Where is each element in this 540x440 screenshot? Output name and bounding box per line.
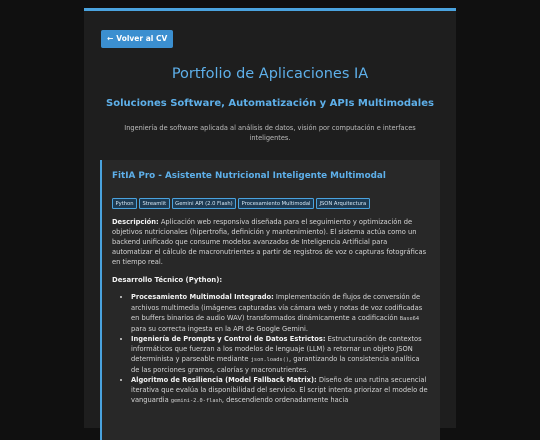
item-code: json.loads() bbox=[250, 357, 289, 364]
item-text: Diseño de una rutina secuencial iterativa que evalúa la disponibilidad del servicio. El script intenta priorizar el modelo de vanguardia bbox=[131, 376, 428, 405]
tech-tag: Gemini API (2.0 Flash) bbox=[172, 198, 236, 209]
list-item bbox=[131, 375, 428, 406]
tech-tag: Streamlit bbox=[139, 198, 170, 209]
item-code: gemini-2.0-flash bbox=[170, 398, 222, 405]
back-to-cv-button[interactable] bbox=[101, 30, 173, 48]
item-label: Ingeniería de Prompts y Control de Datos Estrictos: bbox=[131, 334, 326, 343]
page-title: Portfolio de Aplicaciones IA bbox=[171, 66, 369, 82]
project-title: FitIA Pro - Asistente Nutricional Inteligente Multimodal bbox=[112, 171, 386, 181]
item-text: Estructuración de contextos informáticos que fuerzan a los modelos de lenguaje (LLM) a retornar un objeto JSON determinista y parseable mediante bbox=[131, 334, 422, 364]
description-label: Descripción: bbox=[112, 218, 159, 226]
page-subtitle: Soluciones Software, Automatización y APIs Multimodales bbox=[106, 98, 434, 109]
tech-tags bbox=[112, 198, 428, 209]
item-text: , garantizando la consistencia analítica de las porciones gramos, calorías y macronutrientes. bbox=[131, 355, 420, 375]
tech-tag: Python bbox=[112, 198, 137, 209]
back-button-label: Volver al CV bbox=[116, 34, 168, 43]
tech-tag: JSON Arquitectura bbox=[316, 198, 370, 209]
item-label: Algoritmo de Resiliencia (Model Fallback Matrix): bbox=[131, 376, 317, 385]
portfolio-page bbox=[84, 8, 456, 428]
item-text: , descendiendo ordenadamente hacia bbox=[221, 396, 349, 405]
description-text: Aplicación web responsiva diseñada para el seguimiento y optimización de objetivos nutricionales (hipertrofia, definición y mantenimiento). El sistema actúa como un backend unificado que consume modelos avanzados de Inteligencia Artificial para automatizar el cálculo de macronutrientes a partir de registros de voz o capturas fotográficas en tiempo real. bbox=[112, 218, 427, 267]
list-item bbox=[131, 334, 428, 375]
item-text: Implementación de flujos de conversión de archivos multimedia (imágenes capturadas vía cámara web y notas de voz codificadas en buffers binarios de audio WAV) transformados dinámicamente a codificación bbox=[131, 293, 423, 322]
project-card bbox=[100, 160, 440, 440]
project-description bbox=[112, 217, 428, 267]
item-text: para su correcta ingesta en la API de Google Gemini. bbox=[131, 324, 308, 333]
intro-text: Ingeniería de software aplicada al análisis de datos, visión por computación e interfaces inteligentes. bbox=[124, 124, 416, 142]
arrow-left-icon: ← bbox=[107, 34, 114, 43]
item-label: Procesamiento Multimodal Integrado: bbox=[131, 293, 274, 302]
item-code: Base64 bbox=[399, 315, 420, 322]
dev-heading: Desarrollo Técnico (Python): bbox=[112, 276, 223, 285]
list-item bbox=[131, 292, 428, 333]
tech-tag: Procesamiento Multimodal bbox=[238, 198, 314, 209]
dev-list bbox=[112, 292, 428, 406]
